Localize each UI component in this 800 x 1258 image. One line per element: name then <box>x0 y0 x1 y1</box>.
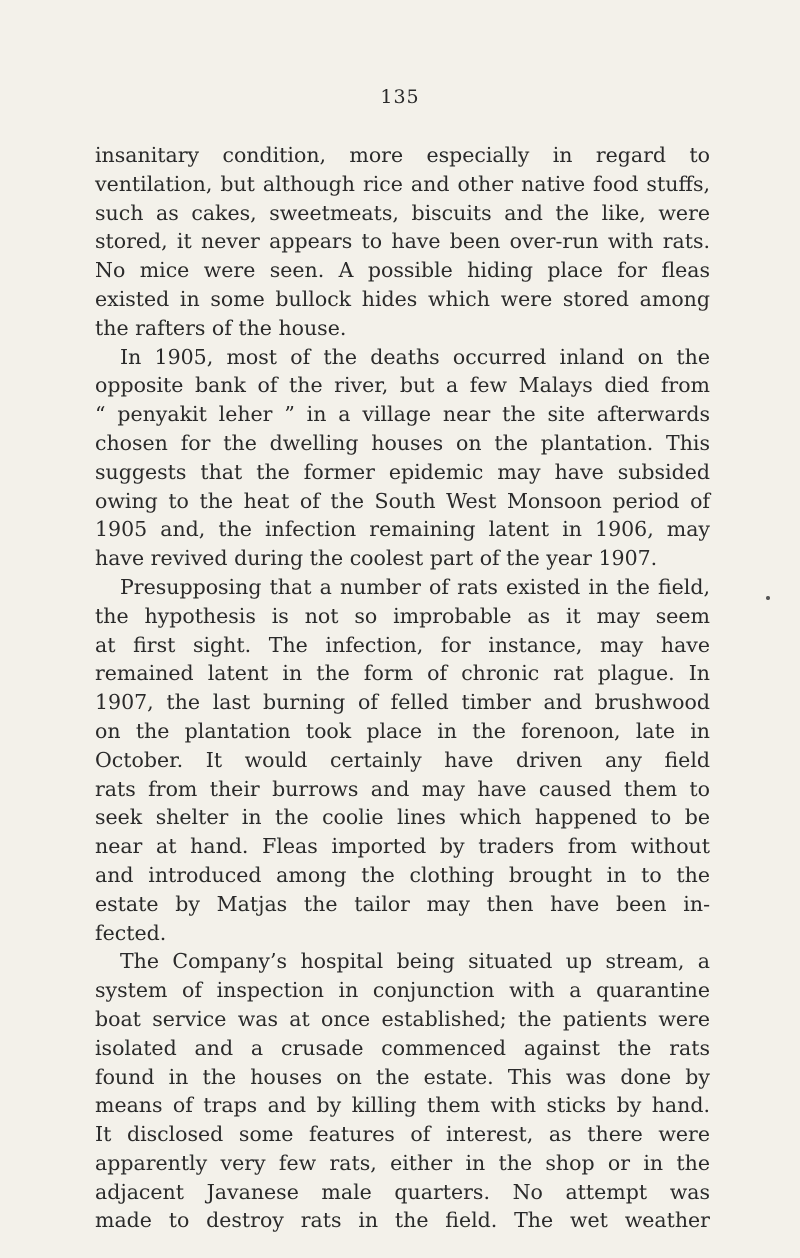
text-line: It disclosed some features of interest, as there were <box>95 1122 710 1147</box>
margin-mark <box>766 596 770 600</box>
text-line: apparently very few rats, either in the shop or in the <box>95 1150 710 1175</box>
text-line: existed in some bullock hides which were stored among <box>95 286 710 311</box>
text-line: on the plantation took place in the forenoon, late in <box>95 718 710 743</box>
text-line: boat service was at once established; the patients were <box>95 1006 710 1031</box>
text-line: fected. <box>95 920 167 945</box>
text-line: remained latent in the form of chronic rat plague. In <box>95 661 710 686</box>
text-line: the rafters of the house. <box>95 315 347 340</box>
text-line: 1905 and, the infection remaining latent in 1906, may <box>95 517 710 542</box>
body-text <box>95 141 710 1235</box>
text-line: have revived during the coolest part of the year 1907. <box>95 546 658 571</box>
text-line: near at hand. Fleas imported by traders from without <box>95 834 710 859</box>
text-line: seek shelter in the coolie lines which happened to be <box>95 805 710 830</box>
text-line: “ penyakit leher ” in a village near the site afterwards <box>95 402 710 427</box>
text-line: such as cakes, sweetmeats, biscuits and the like, were <box>95 200 710 225</box>
page-number: 135 <box>380 86 420 108</box>
text-line: October. It would certainly have driven any field <box>95 747 710 772</box>
text-line: chosen for the dwelling houses on the plantation. This <box>95 430 710 455</box>
text-line: 1907, the last burning of felled timber and brushwood <box>95 690 710 715</box>
text-line: In 1905, most of the deaths occurred inland on the <box>120 344 710 369</box>
text-line: ventilation, but although rice and other native food stuffs, <box>95 171 710 196</box>
text-line: adjacent Javanese male quarters. No attempt was <box>95 1179 710 1204</box>
text-line: the hypothesis is not so improbable as it may seem <box>95 603 710 628</box>
text-line: stored, it never appears to have been over-run with rats. <box>95 229 710 254</box>
text-line: means of traps and by killing them with sticks by hand. <box>95 1093 710 1118</box>
text-line: owing to the heat of the South West Monsoon period of <box>95 488 710 513</box>
text-line: and introduced among the clothing brought in to the <box>95 862 710 887</box>
text-line: opposite bank of the river, but a few Malays died from <box>95 373 710 398</box>
text-line: found in the houses on the estate. This was done by <box>95 1064 710 1089</box>
text-line: Presupposing that a number of rats existed in the field, <box>120 574 710 599</box>
text-line: made to destroy rats in the field. The wet weather <box>95 1208 710 1233</box>
text-line: The Company’s hospital being situated up stream, a <box>120 949 710 974</box>
text-line: insanitary condition, more especially in regard to <box>95 143 710 167</box>
text-line: estate by Matjas the tailor may then have been in- <box>95 891 710 916</box>
text-line: rats from their burrows and may have caused them to <box>95 776 710 801</box>
text-line: No mice were seen. A possible hiding place for fleas <box>95 258 710 283</box>
text-line: system of inspection in conjunction with a quarantine <box>95 978 710 1003</box>
text-line: suggests that the former epidemic may have subsided <box>95 459 710 484</box>
text-line: isolated and a crusade commenced against the rats <box>95 1035 710 1060</box>
text-line: at first sight. The infection, for instance, may have <box>95 632 710 657</box>
